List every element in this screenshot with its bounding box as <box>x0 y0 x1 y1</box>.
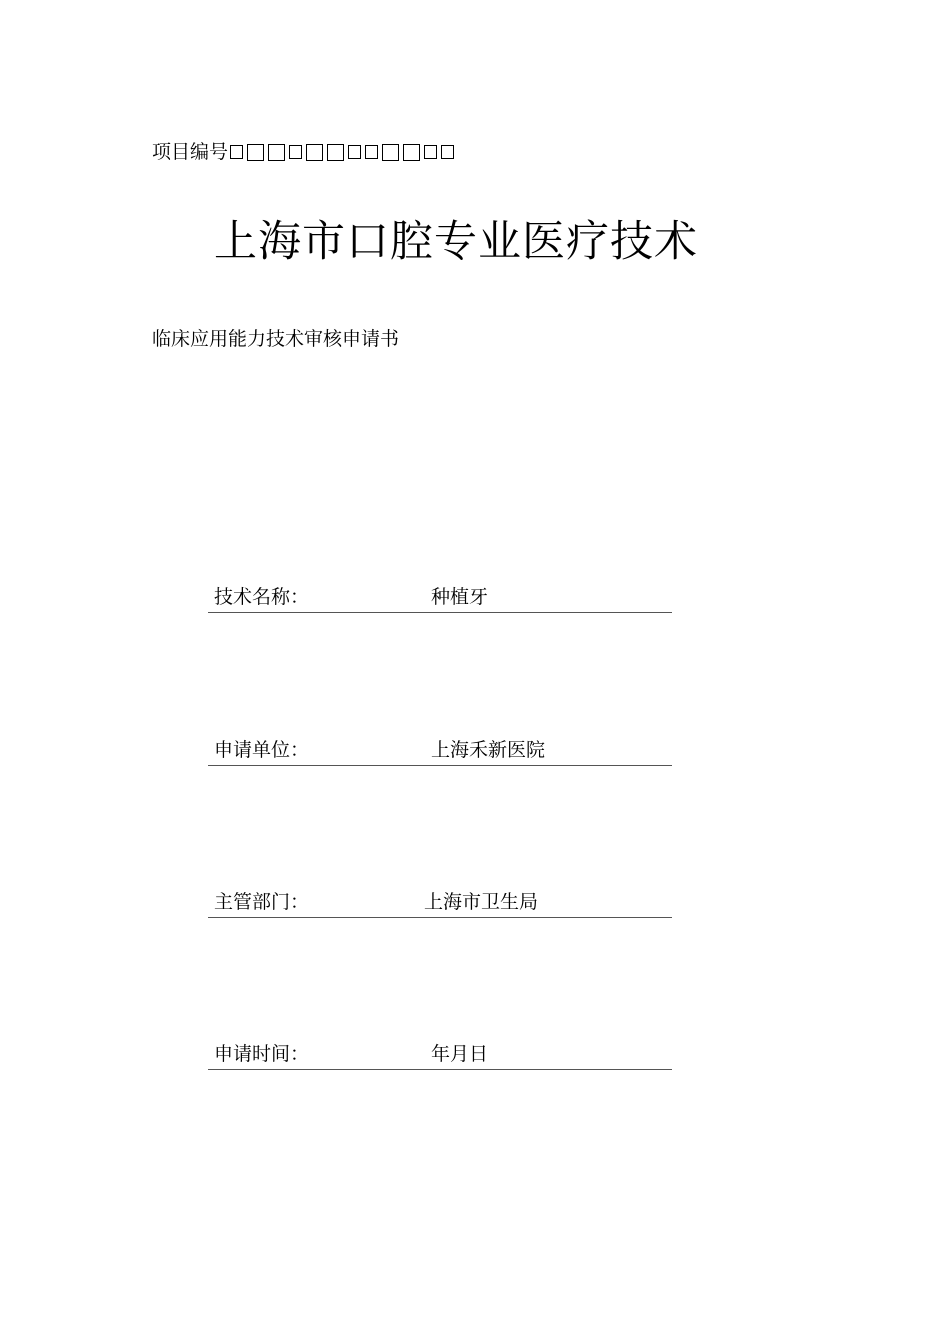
project-number <box>152 140 458 164</box>
field-application-date <box>208 1041 672 1070</box>
field-label: 申请时间： <box>214 1043 310 1065</box>
field-label: 申请单位： <box>214 739 310 761</box>
project-number-box <box>441 145 454 159</box>
field-value: 上海禾新医院 <box>431 739 546 761</box>
project-number-box <box>348 145 361 159</box>
project-number-box <box>327 144 344 161</box>
project-number-box <box>403 144 420 161</box>
project-number-box <box>247 144 264 161</box>
field-applicant-unit <box>208 737 672 766</box>
field-supervising-department <box>208 889 672 918</box>
project-number-box <box>382 144 399 161</box>
field-label: 技术名称： <box>214 586 310 608</box>
field-value: 上海市卫生局 <box>424 891 539 913</box>
document-title: 上海市口腔专业医疗技术 <box>214 217 698 267</box>
field-value: 年月日 <box>431 1043 489 1065</box>
project-number-box <box>365 145 378 159</box>
field-technology-name <box>208 584 672 613</box>
project-number-box <box>289 145 302 159</box>
project-number-label: 项目编号 <box>152 141 229 163</box>
field-value: 种植牙 <box>431 586 489 608</box>
project-number-box <box>424 145 437 159</box>
project-number-box <box>306 144 323 161</box>
field-label: 主管部门： <box>214 891 310 913</box>
document-subtitle: 临床应用能力技术审核申请书 <box>152 328 400 350</box>
project-number-box <box>268 144 285 161</box>
project-number-box <box>230 145 243 159</box>
